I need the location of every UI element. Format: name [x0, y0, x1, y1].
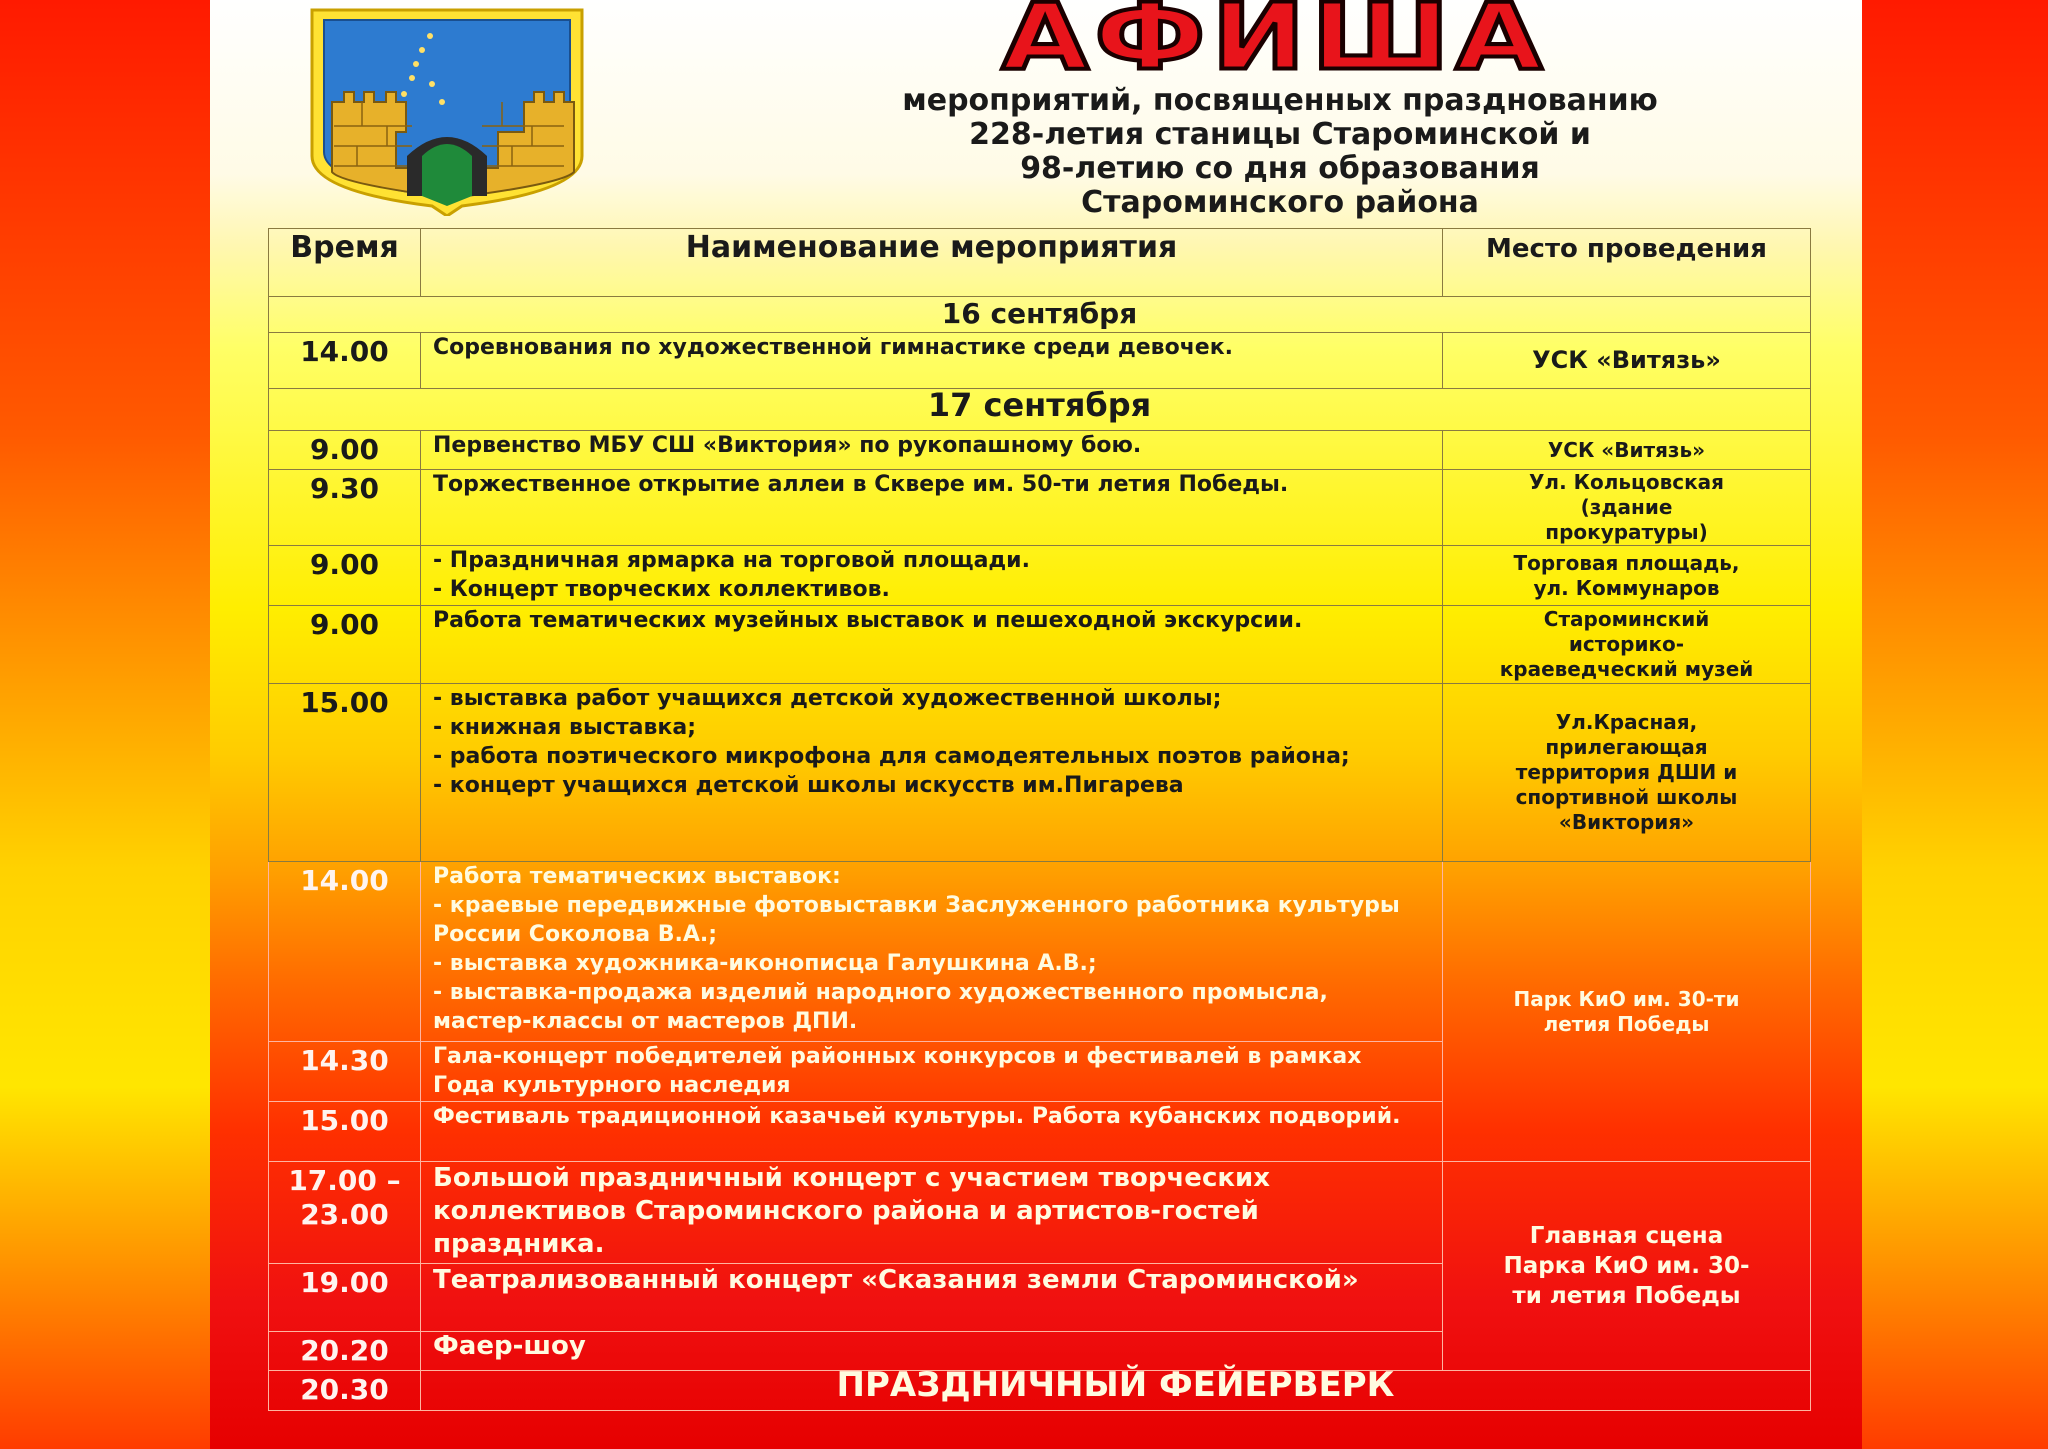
row-event	[421, 546, 1443, 606]
row-time: 20.20	[269, 1332, 421, 1371]
place-line: Главная сцена	[1529, 1223, 1724, 1249]
row-time: 9.00	[269, 606, 421, 684]
place-line: прокуратуры)	[1545, 520, 1708, 544]
place-line: Торговая площадь,	[1513, 550, 1740, 575]
subtitle-line: 228-летия станицы Староминской и	[969, 117, 1591, 152]
row-event	[421, 1264, 1443, 1332]
event-line: - выставка художника-иконописца Галушкина А.В.;	[433, 951, 1097, 976]
row-place	[1443, 862, 1811, 1162]
table-row	[269, 1371, 1811, 1411]
row-place	[1443, 684, 1811, 862]
table-row	[269, 431, 1811, 470]
event-line: - Концерт творческих коллективов.	[433, 577, 890, 602]
row-place	[1443, 333, 1811, 389]
table-row	[269, 470, 1811, 546]
row-time: 15.00	[269, 684, 421, 862]
row-event	[421, 333, 1443, 389]
poster-subtitle	[730, 84, 1830, 220]
subtitle-line: мероприятий, посвященных празднованию	[902, 83, 1658, 118]
row-time: 14.00	[269, 333, 421, 389]
date-row	[269, 297, 1811, 333]
row-place	[1443, 546, 1811, 606]
table-row	[269, 606, 1811, 684]
row-event	[421, 1162, 1443, 1264]
coat-of-arms-emblem	[302, 6, 592, 216]
place-line: спортивной школы	[1515, 785, 1738, 809]
place-line: УСК «Витязь»	[1532, 346, 1721, 374]
subtitle-line: Староминского района	[1081, 185, 1479, 220]
place-line: Ул. Кольцовская	[1529, 470, 1724, 494]
row-event	[421, 862, 1443, 1042]
event-line: Гала-концерт победителей районных конкурсов и фестивалей в рамках Года культурного наследия	[433, 1044, 1362, 1098]
table-header-row	[269, 229, 1811, 297]
place-line: Староминский	[1543, 607, 1710, 631]
header-time: Время	[269, 229, 421, 297]
row-time: 9.00	[269, 431, 421, 470]
row-event	[421, 684, 1443, 862]
place-line: прилегающая	[1545, 735, 1708, 759]
row-time: 17.00 – 23.00	[269, 1162, 421, 1264]
place-line: Парка КиО им. 30-	[1503, 1253, 1750, 1279]
poster-title: АФИША	[1001, 0, 1549, 91]
place-line: летия Победы	[1543, 1011, 1710, 1036]
subtitle-line: 98-летию со дня образования	[1020, 151, 1540, 186]
poster	[210, 0, 1862, 1449]
place-line: историко-	[1568, 632, 1685, 656]
event-line: - книжная выставка;	[433, 715, 697, 740]
fireworks-banner: ПРАЗДНИЧНЫЙ ФЕЙЕРВЕРК	[421, 1371, 1811, 1411]
event-line: Соревнования по художественной гимнастике среди девочек.	[433, 335, 1234, 360]
row-event	[421, 431, 1443, 470]
date-label: 16 сентября	[269, 297, 1811, 333]
event-line: - концерт учащихся детской школы искусств им.Пигарева	[433, 773, 1184, 798]
schedule-table	[268, 228, 1811, 1411]
place-line: территория ДШИ и	[1515, 760, 1738, 784]
date-row	[269, 389, 1811, 431]
row-place	[1443, 470, 1811, 546]
table-row	[269, 1162, 1811, 1264]
event-line: Работа тематических выставок:	[433, 864, 841, 889]
event-line: - краевые передвижные фотовыставки Заслуженного работника культуры России Соколова В.А.;	[433, 893, 1400, 947]
table-row	[269, 333, 1811, 389]
event-line: Фаер-шоу	[433, 1331, 586, 1361]
place-line: Парк КиО им. 30-ти	[1513, 986, 1740, 1011]
event-line: - Праздничная ярмарка на торговой площади.	[433, 548, 1030, 573]
event-line: Первенство МБУ СШ «Виктория» по рукопашному бою.	[433, 433, 1142, 458]
row-time: 14.00	[269, 862, 421, 1042]
row-time: 9.30	[269, 470, 421, 546]
place-line: Ул.Красная,	[1555, 710, 1698, 734]
row-time: 15.00	[269, 1102, 421, 1162]
event-line: Театрализованный концерт «Сказания земли Староминской»	[433, 1265, 1359, 1295]
header-event: Наименование мероприятия	[421, 229, 1443, 297]
place-line: «Виктория»	[1558, 810, 1695, 834]
row-event	[421, 470, 1443, 546]
table-row	[269, 862, 1811, 1042]
date-label: 17 сентября	[269, 389, 1811, 431]
header-place: Место проведения	[1443, 229, 1811, 297]
row-place	[1443, 431, 1811, 470]
row-time: 20.30	[269, 1371, 421, 1411]
event-line: Торжественное открытие аллеи в Сквере им. 50-ти летия Победы.	[433, 472, 1289, 497]
event-line: - выставка-продажа изделий народного художественного промысла, мастер-классы от мастеров ДПИ.	[433, 980, 1328, 1034]
row-event	[421, 1042, 1443, 1102]
row-place	[1443, 606, 1811, 684]
place-line: краеведческий музей	[1499, 657, 1754, 681]
row-time: 19.00	[269, 1264, 421, 1332]
row-time: 14.30	[269, 1042, 421, 1102]
row-event	[421, 606, 1443, 684]
event-line: - выставка работ учащихся детской художественной школы;	[433, 686, 1222, 711]
place-line: ти летия Победы	[1512, 1283, 1741, 1309]
event-line: - работа поэтического микрофона для самодеятельных поэтов района;	[433, 744, 1350, 769]
row-event	[421, 1102, 1443, 1162]
table-row	[269, 684, 1811, 862]
place-line: (здание	[1580, 495, 1673, 519]
table-row	[269, 546, 1811, 606]
event-line: Работа тематических музейных выставок и пешеходной экскурсии.	[433, 608, 1303, 633]
place-line: ул. Коммунаров	[1533, 575, 1720, 600]
row-time: 9.00	[269, 546, 421, 606]
event-line: Фестиваль традиционной казачьей культуры. Работа кубанских подворий.	[433, 1104, 1401, 1129]
event-line: Большой праздничный концерт с участием творческих коллективов Староминского района и артистов-гостей праздника.	[433, 1163, 1270, 1259]
place-line: УСК «Витязь»	[1547, 437, 1706, 462]
row-place	[1443, 1162, 1811, 1371]
